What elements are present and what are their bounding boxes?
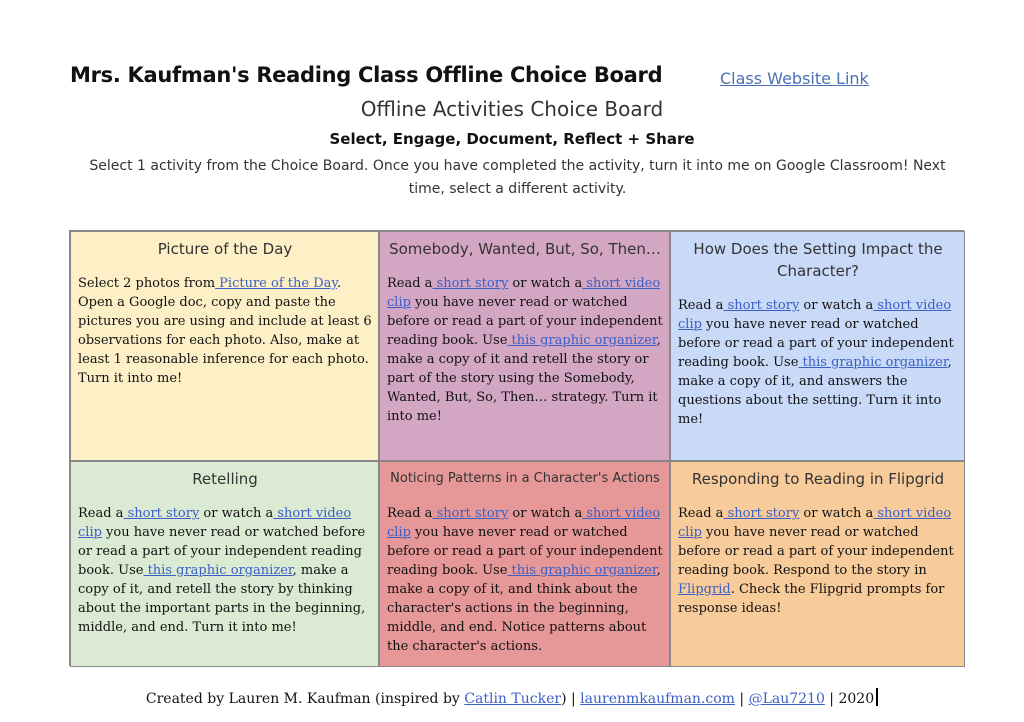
activity-title: How Does the Setting Impact the Character? [693,240,943,280]
footer-text: | 2020 [824,691,875,707]
graphic-organizer-link[interactable]: this graphic organizer [507,563,657,578]
board-title: Mrs. Kaufman's Reading Class Offline Choice Board [70,63,663,87]
activity-description [678,296,958,429]
activity-description [78,504,372,637]
board-subtitle: Offline Activities Choice Board [360,97,664,121]
text-segment: or watch a [508,506,583,521]
activity-description [78,274,372,388]
activity-somebody-wanted [379,231,670,461]
short-story-link[interactable]: short story [432,506,509,521]
text-segment: Read a [387,276,433,291]
board-instructions: Select 1 activity from the Choice Board. Once you have completed the activity, turn it into me on Google Classroom! Next time, select a different activity. [89,158,946,197]
text-segment: Read a [78,506,124,521]
website-link[interactable]: laurenmkaufman.com [580,691,735,707]
footer-text: Created by Lauren M. Kaufman (inspired by [145,691,465,707]
graphic-organizer-link[interactable]: this graphic organizer [507,333,657,348]
board-tagline: Select, Engage, Document, Reflect + Share [329,130,695,148]
text-segment: , make a copy of it, and answers the questions about the setting. Turn it into me! [678,355,952,427]
text-segment: or watch a [799,298,874,313]
activity-retelling [70,461,379,667]
text-segment: or watch a [508,276,583,291]
short-story-link[interactable]: short story [123,506,200,521]
short-video-clip-link[interactable]: short video clip [387,276,661,310]
short-story-link[interactable]: short story [723,298,800,313]
text-segment: you have never read or watched before or read a part of your independent reading book. Respond to the story in [678,525,954,578]
activity-description [387,504,663,656]
text-segment: Read a [678,506,724,521]
text-segment: you have never read or watched before or read a part of your independent reading book. Use [387,525,663,578]
activity-title: Noticing Patterns in a Character's Actions [390,471,660,486]
activity-title: Responding to Reading in Flipgrid [691,470,945,488]
short-video-clip-link[interactable]: short video clip [678,506,952,540]
short-story-link[interactable]: short story [432,276,509,291]
short-video-clip-link[interactable]: short video clip [678,298,952,332]
text-segment: , make a copy of it, and think about the character's actions in the beginning, middle, and end. Notice patterns about the character's actions. [387,563,661,654]
text-segment: . Check the Flipgrid prompts for response ideas! [678,582,945,616]
text-segment: Select 2 photos from [78,276,216,291]
short-video-clip-link[interactable]: short video clip [387,506,661,540]
flipgrid-link[interactable]: Flipgrid [678,582,731,597]
activity-flipgrid [670,461,965,667]
activity-description [678,504,958,618]
graphic-organizer-link[interactable]: this graphic organizer [143,563,293,578]
text-segment: Read a [678,298,724,313]
graphic-organizer-link[interactable]: this graphic organizer [798,355,948,370]
footer-credits [0,688,1024,707]
short-video-clip-link[interactable]: short video clip [78,506,352,540]
activity-title: Picture of the Day [157,240,293,258]
choice-board-grid [69,230,964,666]
activity-title: Somebody, Wanted, But, So, Then… [389,240,661,258]
activity-picture-of-the-day [70,231,379,461]
catlin-tucker-link[interactable]: Catlin Tucker [464,691,562,707]
text-segment: , make a copy of it and retell the story or part of the story using the Somebody, Wanted, But, So, Then… strategy. Turn it into me! [387,333,661,424]
activity-character-patterns [379,461,670,667]
text-segment: Read a [387,506,433,521]
text-segment: or watch a [799,506,874,521]
footer-text: | [734,691,749,707]
text-cursor [876,688,878,706]
text-segment: . Open a Google doc, copy and paste the pictures you are using and include at least 6 observations for each photo. Also, make at least 1 reasonable inference for each photo. Turn it into me! [78,276,372,386]
activity-title: Retelling [192,470,258,488]
text-segment: you have never read or watched before or read a part of your independent reading book. Use [387,295,663,348]
footer-text: ) | [561,691,581,707]
class-website-link[interactable]: Class Website Link [720,69,869,88]
activity-setting-impact [670,231,965,461]
short-story-link[interactable]: short story [723,506,800,521]
text-segment: you have never read or watched before or read a part of your independent reading book. Use [678,317,954,370]
twitter-handle-link[interactable]: @Lau7210 [748,691,825,707]
picture-of-the-day-link[interactable]: Picture of the Day [215,276,337,291]
text-segment: you have never read or watched before or read a part of your independent reading book. Use [78,525,366,578]
activity-description [387,274,663,426]
text-segment: or watch a [199,506,274,521]
text-segment: , make a copy of it, and retell the story by thinking about the important parts in the beginning, middle, and end. Turn it into me! [78,563,366,635]
